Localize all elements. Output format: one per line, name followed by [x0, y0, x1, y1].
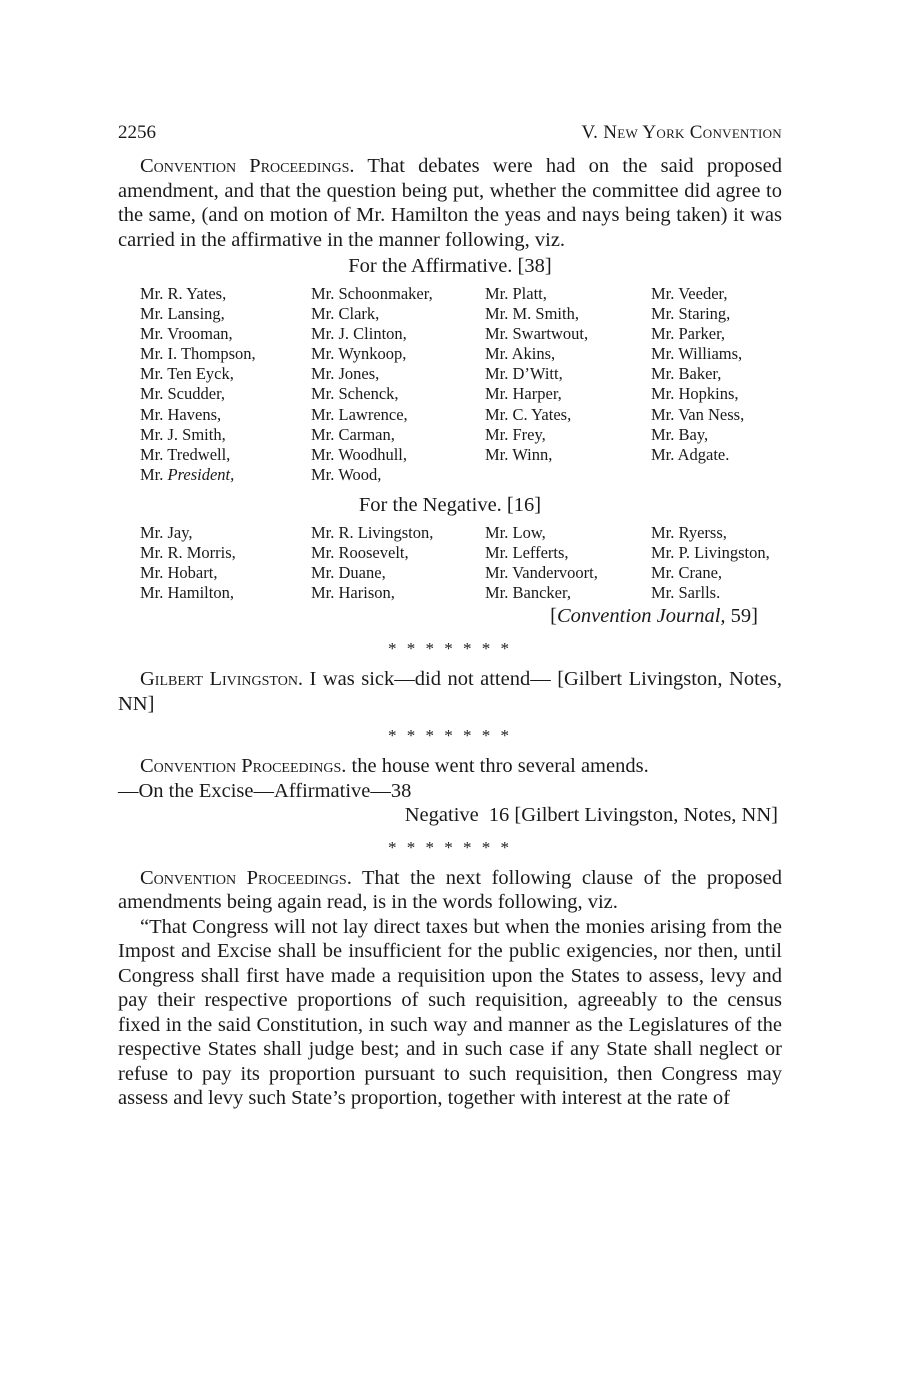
name-cell: Mr. Jones, — [311, 364, 380, 384]
name-cell: Mr. R. Livingston, — [311, 522, 434, 542]
speaker-label: Convention Proceedings. — [140, 755, 347, 778]
name-cell: Mr. D’Witt, — [485, 364, 563, 384]
page-number: 2256 — [118, 122, 156, 143]
name-cell: Mr. Lawrence, — [311, 404, 408, 424]
name-cell: Mr. Platt, — [485, 284, 547, 303]
name-cell: Mr. Harper, — [485, 384, 562, 404]
name-cell: Mr. Veeder, — [651, 284, 728, 303]
name-cell: Mr. Hopkins, — [651, 384, 739, 404]
name-cell: Mr. Carman, — [311, 424, 395, 444]
name-cell: Mr. Woodhull, — [311, 444, 408, 464]
name-cell: Mr. R. Yates, — [140, 284, 227, 303]
name-cell: Mr. Vandervoort, — [485, 563, 598, 583]
affirmative-heading: For the Affirmative. [38] — [348, 255, 552, 277]
name-cell: Mr. Akins, — [485, 344, 556, 364]
citation-open: [ — [550, 605, 557, 628]
paragraph-text: That the next following clause of the proposed amendments being again read, is in the words following, viz. — [118, 866, 783, 914]
paragraph-text: the house went thro several amends. — [346, 755, 649, 778]
name-cell: Mr. C. Yates, — [485, 404, 572, 424]
excise-negative-line — [118, 803, 782, 828]
citation-convention-journal — [118, 603, 782, 629]
paragraph-proceedings-3 — [118, 866, 782, 915]
name-cell: Mr. Baker, — [651, 364, 722, 384]
negative-rest: 16 [Gilbert Livingston, Notes, NN] — [488, 804, 778, 827]
section-separator: * * * * * * * — [388, 726, 512, 746]
name-cell: Mr. Schoonmaker, — [311, 284, 433, 303]
name-cell: Mr. Swartwout, — [485, 324, 589, 344]
name-cell: Mr. Hamilton, — [140, 583, 234, 603]
name-cell: Mr. Harison, — [311, 583, 395, 603]
negative-label: Negative — [404, 804, 479, 827]
name-cell: Mr. Vrooman, — [140, 324, 233, 344]
negative-names — [118, 523, 782, 603]
negative-heading: For the Negative. [16] — [358, 493, 542, 516]
name-cell: Mr. J. Clinton, — [311, 324, 407, 344]
name-cell: Mr. Bay, — [651, 424, 709, 444]
section-separator: * * * * * * * — [388, 837, 512, 857]
name-cell: Mr. Bancker, — [485, 583, 571, 603]
name-cell: Mr. Hobart, — [140, 563, 218, 583]
paragraph-quoted-clause: “That Congress will not lay direct taxes but when the monies arising from the Impost and Excise shall be insufficient for the public exigencies, nor then, until Congress shall first have made a requisition upon the States to assess, levy and pay their respective proportions of such requisition, agreeably to the census fixed in the said Constitution, in such way and manner as the Legislatures of the respective States shall judge best; and in such case if any State shall neglect or refuse to pay its proportion pursuant to such requisition, then Congress may assess and levy such State’s proportion, together with interest at the rate of — [118, 915, 782, 1110]
president-title: President, — [167, 464, 235, 484]
name-cell: Mr. P. Livingston, — [651, 543, 770, 563]
name-cell: Mr. Winn, — [485, 444, 553, 464]
citation-rest: 59] — [725, 605, 758, 628]
paragraph-livingston — [118, 667, 782, 716]
name-cell: Mr. Scudder, — [140, 384, 226, 404]
name-cell: Mr. R. Morris, — [140, 543, 236, 563]
name-cell: Mr. J. Smith, — [140, 424, 226, 444]
name-cell: Mr. Wood, — [311, 464, 382, 484]
name-cell: Mr. Jay, — [140, 522, 193, 542]
name-cell: Mr. Clark, — [311, 304, 380, 324]
speaker-label: Convention Proceedings. — [140, 866, 352, 889]
name-cell: Mr. Frey, — [485, 424, 546, 444]
name-cell: Mr. Roosevelt, — [311, 543, 409, 563]
name-cell: Mr. Lefferts, — [485, 543, 569, 563]
name-cell: Mr. Williams, — [651, 344, 743, 364]
president-prefix: Mr. — [140, 464, 168, 484]
name-cell: Mr. I. Thompson, — [140, 344, 256, 364]
president-name-cell — [140, 465, 311, 485]
section-separator: * * * * * * * — [388, 639, 512, 659]
running-title: V. New York Convention — [581, 122, 782, 143]
name-cell: Mr. Schenck, — [311, 384, 399, 404]
name-cell: Mr. Tredwell, — [140, 444, 231, 464]
name-cell: Mr. Parker, — [651, 324, 726, 344]
affirmative-names — [118, 284, 782, 485]
name-cell: Mr. Adgate. — [651, 444, 730, 464]
name-cell: Mr. M. Smith, — [485, 304, 579, 324]
name-cell: Mr. Ten Eyck, — [140, 364, 234, 384]
paragraph-proceedings-2 — [118, 754, 782, 779]
running-head — [118, 118, 782, 154]
name-cell: Mr. Sarlls. — [651, 583, 721, 603]
name-cell: Mr. Lansing, — [140, 304, 225, 324]
name-cell: Mr. Crane, — [651, 563, 723, 583]
name-cell: Mr. Wynkoop, — [311, 344, 407, 364]
excise-affirmative-line: —On the Excise—Affirmative—38 — [118, 779, 412, 802]
paragraph-text: I was sick—did not attend— [Gilbert Livingston, Notes, NN] — [118, 668, 782, 715]
name-cell: Mr. Van Ness, — [651, 404, 745, 424]
speaker-label: Gilbert Livingston. — [140, 668, 304, 691]
name-cell: Mr. Duane, — [311, 563, 386, 583]
name-cell: Mr. Ryerss, — [651, 522, 727, 542]
name-cell — [485, 465, 651, 485]
name-cell: Mr. Staring, — [651, 304, 731, 324]
name-cell — [651, 465, 801, 485]
document-page — [118, 118, 782, 1111]
paragraph-text: That debates were had on the said proposed amendment, and that the question being put, whether the committee did agree to the same, (and on motion of Mr. Hamilton the yeas and nays being taken) it was carried in the affirmative in the manner following, viz. — [118, 155, 782, 251]
speaker-label: Convention Proceedings. — [140, 155, 355, 177]
citation-source: Convention Journal, — [557, 605, 726, 628]
paragraph-proceedings-1 — [118, 154, 782, 252]
name-cell: Mr. Havens, — [140, 404, 222, 424]
name-cell: Mr. Low, — [485, 522, 546, 542]
